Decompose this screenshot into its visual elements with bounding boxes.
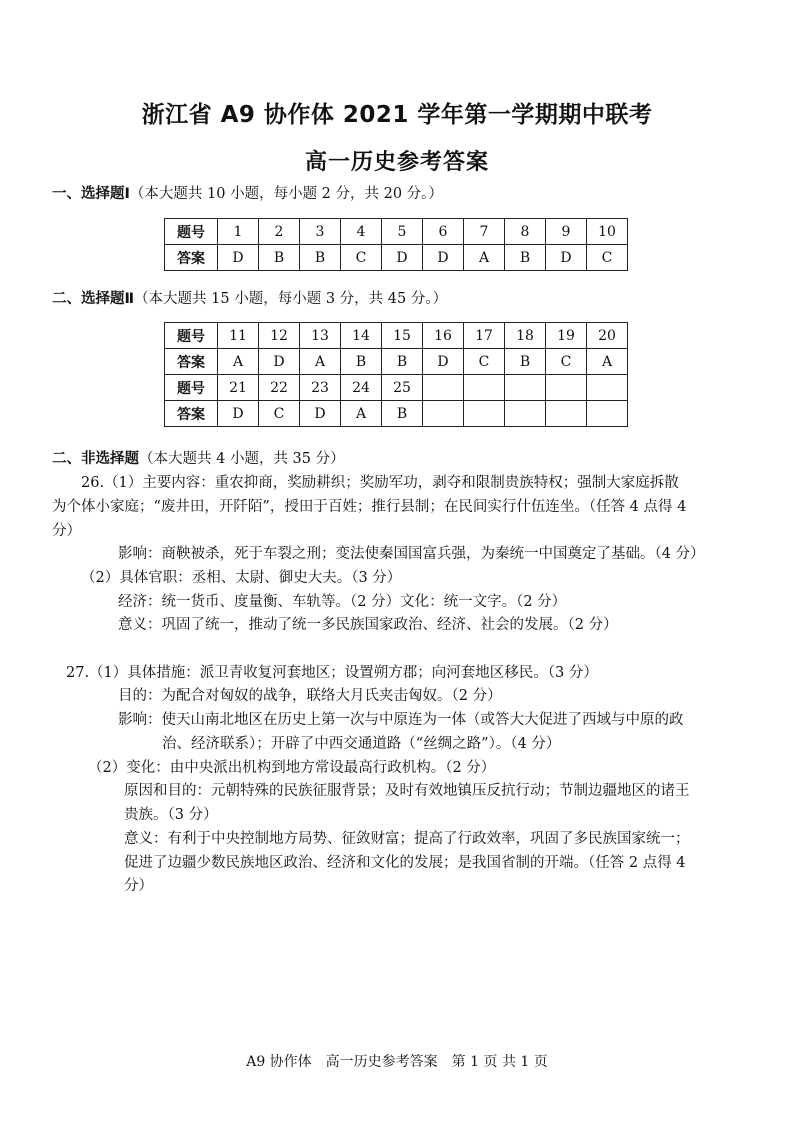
- empty-cell: [423, 375, 464, 401]
- question-number: 25: [382, 375, 423, 401]
- q27-line: （2）变化：由中央派出机构到地方常设最高行政机构。（2 分）: [88, 760, 496, 776]
- answer-table-2: [164, 322, 628, 427]
- page-title: 浙江省 A9 协作体 2021 学年第一学期期中联考: [141, 102, 653, 128]
- q27-line: 贵族。（3 分）: [124, 807, 218, 823]
- q27-line: 分）: [124, 878, 153, 894]
- empty-cell: [505, 401, 546, 427]
- question-number: 18: [505, 323, 546, 349]
- answer-table-1: [164, 218, 628, 271]
- answer-cell: C: [546, 349, 587, 375]
- answer-cell: B: [382, 401, 423, 427]
- q26-line: 分）: [52, 523, 81, 539]
- section1-heading: 一、选择题Ⅰ: [52, 186, 130, 202]
- question-number: 21: [218, 375, 259, 401]
- answer-cell: B: [505, 349, 546, 375]
- question-number: 8: [505, 219, 546, 245]
- q26-line: （2）具体官职：丞相、太尉、御史大夫。（3 分）: [81, 570, 402, 586]
- answer-cell: C: [341, 245, 382, 271]
- answer-cell: B: [505, 245, 546, 271]
- q26-line: 影响：商鞅被杀，死于车裂之刑；变法使秦国国富兵强，为秦统一中国奠定了基础。（4 分）: [118, 546, 705, 562]
- question-number: 19: [546, 323, 587, 349]
- question-number: 16: [423, 323, 464, 349]
- q27-line: 意义：有利于中央控制地方局势、征敛财富；提高了行政效率，巩固了多民族国家统一；: [124, 831, 690, 847]
- question-number: 7: [464, 219, 505, 245]
- q27-line: 目的：为配合对匈奴的战争，联络大月氏夹击匈奴。（2 分）: [118, 688, 502, 704]
- empty-cell: [587, 375, 628, 401]
- answer-cell: B: [259, 245, 300, 271]
- question-number: 13: [300, 323, 341, 349]
- section2-heading: 二、选择题Ⅱ: [52, 291, 135, 307]
- answer-cell: D: [218, 401, 259, 427]
- question-number: 5: [382, 219, 423, 245]
- table-row: [165, 401, 628, 427]
- section1-note: （本大题共 10 小题，每小题 2 分，共 20 分。）: [129, 186, 443, 202]
- q26-line: 意义：巩固了统一，推动了统一多民族国家政治、经济、社会的发展。（2 分）: [118, 617, 618, 633]
- answer-cell: D: [546, 245, 587, 271]
- answer-cell: A: [464, 245, 505, 271]
- answer-cell: D: [423, 245, 464, 271]
- q26-line: 为个体小家庭；“废井田，开阡陌”，授田于百姓；推行县制；在民间实行什伍连坐。（任答 4 点得 4: [52, 499, 687, 515]
- question-number: 15: [382, 323, 423, 349]
- q27-line: 治、经济联系）；开辟了中西交通道路（“丝绸之路”）。（4 分）: [162, 736, 561, 752]
- table-row: [165, 219, 628, 245]
- q27-line: 27.（1）具体措施：派卫青收复河套地区；设置朔方郡；向河套地区移民。（3 分）: [66, 665, 598, 681]
- q27-line: 促进了边疆少数民族地区政治、经济和文化的发展；是我国省制的开端。（任答 2 点得 4: [124, 855, 686, 871]
- table-row: [165, 349, 628, 375]
- table-row: [165, 245, 628, 271]
- question-number: 17: [464, 323, 505, 349]
- question-number: 10: [587, 219, 628, 245]
- answer-cell: D: [218, 245, 259, 271]
- page-subtitle: 高一历史参考答案: [304, 150, 489, 175]
- table-row: [165, 323, 628, 349]
- answer-cell: D: [259, 349, 300, 375]
- answer-cell: B: [382, 349, 423, 375]
- empty-cell: [546, 401, 587, 427]
- answer-cell: B: [341, 349, 382, 375]
- q26-line: 26.（1）主要内容：重农抑商，奖励耕织；奖励军功，剥夺和限制贵族特权；强制大家庭拆散: [81, 475, 679, 491]
- section3-note: （本大题共 4 小题，共 35 分）: [139, 451, 345, 467]
- empty-cell: [546, 375, 587, 401]
- question-number: 3: [300, 219, 341, 245]
- answer-cell: B: [300, 245, 341, 271]
- section2-note: （本大题共 15 小题，每小题 3 分，共 45 分。）: [134, 291, 448, 307]
- q27-line: 影响：使天山南北地区在历史上第一次与中原连为一体（或答大大促进了西域与中原的政: [118, 712, 684, 728]
- q26-line: 经济：统一货币、度量衡、车轨等。（2 分）文化：统一文字。（2 分）: [118, 594, 567, 610]
- answer-cell: A: [300, 349, 341, 375]
- answer-cell: C: [587, 245, 628, 271]
- question-number: 4: [341, 219, 382, 245]
- empty-cell: [587, 401, 628, 427]
- section3-heading: 二、非选择题: [52, 451, 139, 467]
- question-number: 6: [423, 219, 464, 245]
- question-number: 24: [341, 375, 382, 401]
- row-label: 答案: [165, 349, 218, 375]
- answer-cell: A: [341, 401, 382, 427]
- q27-line: 原因和目的：元朝特殊的民族征服背景；及时有效地镇压反抗行动；节制边疆地区的诸王: [124, 783, 690, 799]
- section3-header: [52, 449, 345, 469]
- question-number: 14: [341, 323, 382, 349]
- empty-cell: [505, 375, 546, 401]
- question-number: 20: [587, 323, 628, 349]
- question-number: 11: [218, 323, 259, 349]
- page-footer: A9 协作体 高一历史参考答案 第 1 页 共 1 页: [246, 1054, 548, 1070]
- section1-header: [52, 184, 443, 204]
- empty-cell: [464, 401, 505, 427]
- row-label: 题号: [165, 323, 218, 349]
- empty-cell: [464, 375, 505, 401]
- answer-cell: D: [382, 245, 423, 271]
- row-label: 题号: [165, 375, 218, 401]
- empty-cell: [423, 401, 464, 427]
- answer-cell: D: [300, 401, 341, 427]
- question-number: 23: [300, 375, 341, 401]
- question-number: 9: [546, 219, 587, 245]
- row-label: 答案: [165, 245, 218, 271]
- question-number: 1: [218, 219, 259, 245]
- answer-cell: A: [218, 349, 259, 375]
- section2-header: [52, 289, 447, 309]
- row-label: 答案: [165, 401, 218, 427]
- question-number: 12: [259, 323, 300, 349]
- answer-cell: A: [587, 349, 628, 375]
- question-number: 2: [259, 219, 300, 245]
- row-label: 题号: [165, 219, 218, 245]
- answer-cell: C: [259, 401, 300, 427]
- question-number: 22: [259, 375, 300, 401]
- answer-cell: C: [464, 349, 505, 375]
- table-row: [165, 375, 628, 401]
- answer-cell: D: [423, 349, 464, 375]
